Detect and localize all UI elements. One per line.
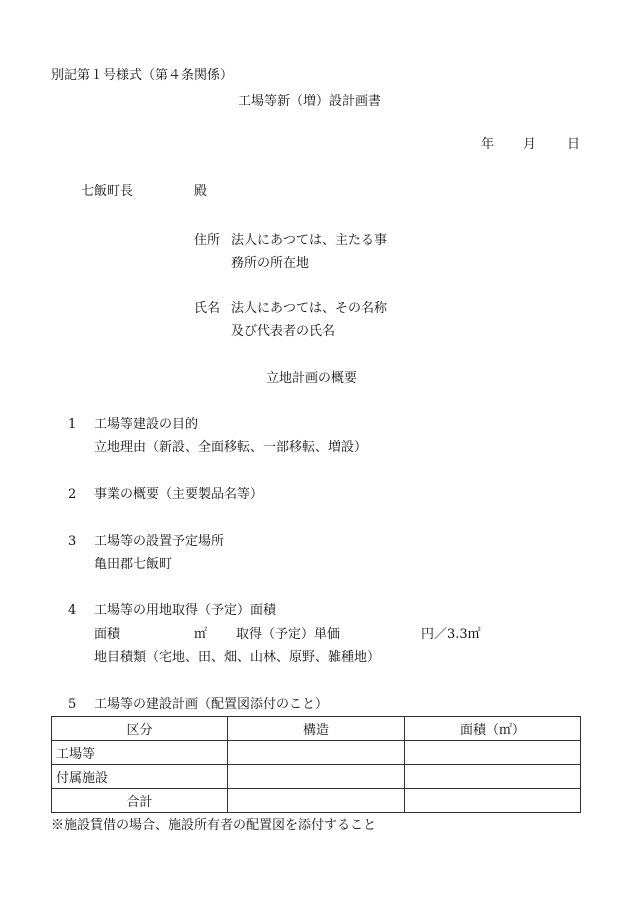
form-label: 別記第１号様式（第４条関係） xyxy=(51,68,234,83)
name-label: 氏名 xyxy=(194,301,221,316)
structure-cell[interactable] xyxy=(228,741,405,765)
table-row xyxy=(52,789,581,813)
item-title: 工場等の設置予定場所 xyxy=(94,534,225,549)
row-label: 合計 xyxy=(52,789,228,813)
structure-cell[interactable] xyxy=(228,789,405,813)
area-cell[interactable] xyxy=(405,789,581,813)
overview-heading: 立地計画の概要 xyxy=(266,371,358,386)
structure-cell[interactable] xyxy=(228,765,405,789)
item-number: 4 xyxy=(68,603,77,618)
price-label: 取得（予定）単価 xyxy=(236,627,341,642)
table-row xyxy=(52,765,581,789)
area-label: 面積 xyxy=(94,627,121,642)
item-detail: 立地理由（新設、全面移転、一部移転、増設） xyxy=(94,440,368,455)
table-row xyxy=(52,741,581,765)
row-label: 付属施設 xyxy=(52,765,228,789)
table-header-row xyxy=(52,717,581,741)
area-unit: ㎡ xyxy=(194,627,208,642)
area-cell[interactable] xyxy=(405,765,581,789)
price-unit: 円／3.3㎡ xyxy=(421,627,481,642)
name-note: 法人にあつては、その名称 xyxy=(231,301,388,316)
land-category: 地目積類（宅地、田、畑、山林、原野、雑種地） xyxy=(94,650,381,665)
address-note: 務所の所在地 xyxy=(231,256,310,271)
item-number: 5 xyxy=(68,697,77,712)
table-header: 区分 xyxy=(52,717,228,741)
date-month: 月 xyxy=(523,137,537,152)
footnote: ※施設賃借の場合、施設所有者の配置図を添付すること xyxy=(51,818,377,833)
item-title: 工場等建設の目的 xyxy=(94,417,199,432)
addressee-name: 七飯町長 xyxy=(81,184,134,199)
item-title: 工場等の建設計画（配置図添付のこと） xyxy=(94,697,329,712)
row-label: 工場等 xyxy=(52,741,228,765)
construction-plan-table xyxy=(51,716,581,813)
date-day: 日 xyxy=(567,137,581,152)
item-number: 3 xyxy=(68,534,77,549)
item-title: 工場等の用地取得（予定）面積 xyxy=(94,603,277,618)
table-header: 構造 xyxy=(228,717,405,741)
address-label: 住所 xyxy=(194,233,221,248)
item-number: 2 xyxy=(68,487,77,502)
document-title: 工場等新（増）設計画書 xyxy=(238,94,382,109)
item-number: 1 xyxy=(68,417,77,432)
item-detail: 亀田郡七飯町 xyxy=(94,557,173,572)
area-cell[interactable] xyxy=(405,741,581,765)
item-title: 事業の概要（主要製品名等） xyxy=(94,487,264,502)
table-header: 面積（㎡） xyxy=(405,717,581,741)
date-year: 年 xyxy=(481,137,495,152)
addressee-honorific: 殿 xyxy=(194,184,208,199)
address-note: 法人にあつては、主たる事 xyxy=(231,233,388,248)
name-note: 及び代表者の氏名 xyxy=(231,324,336,339)
